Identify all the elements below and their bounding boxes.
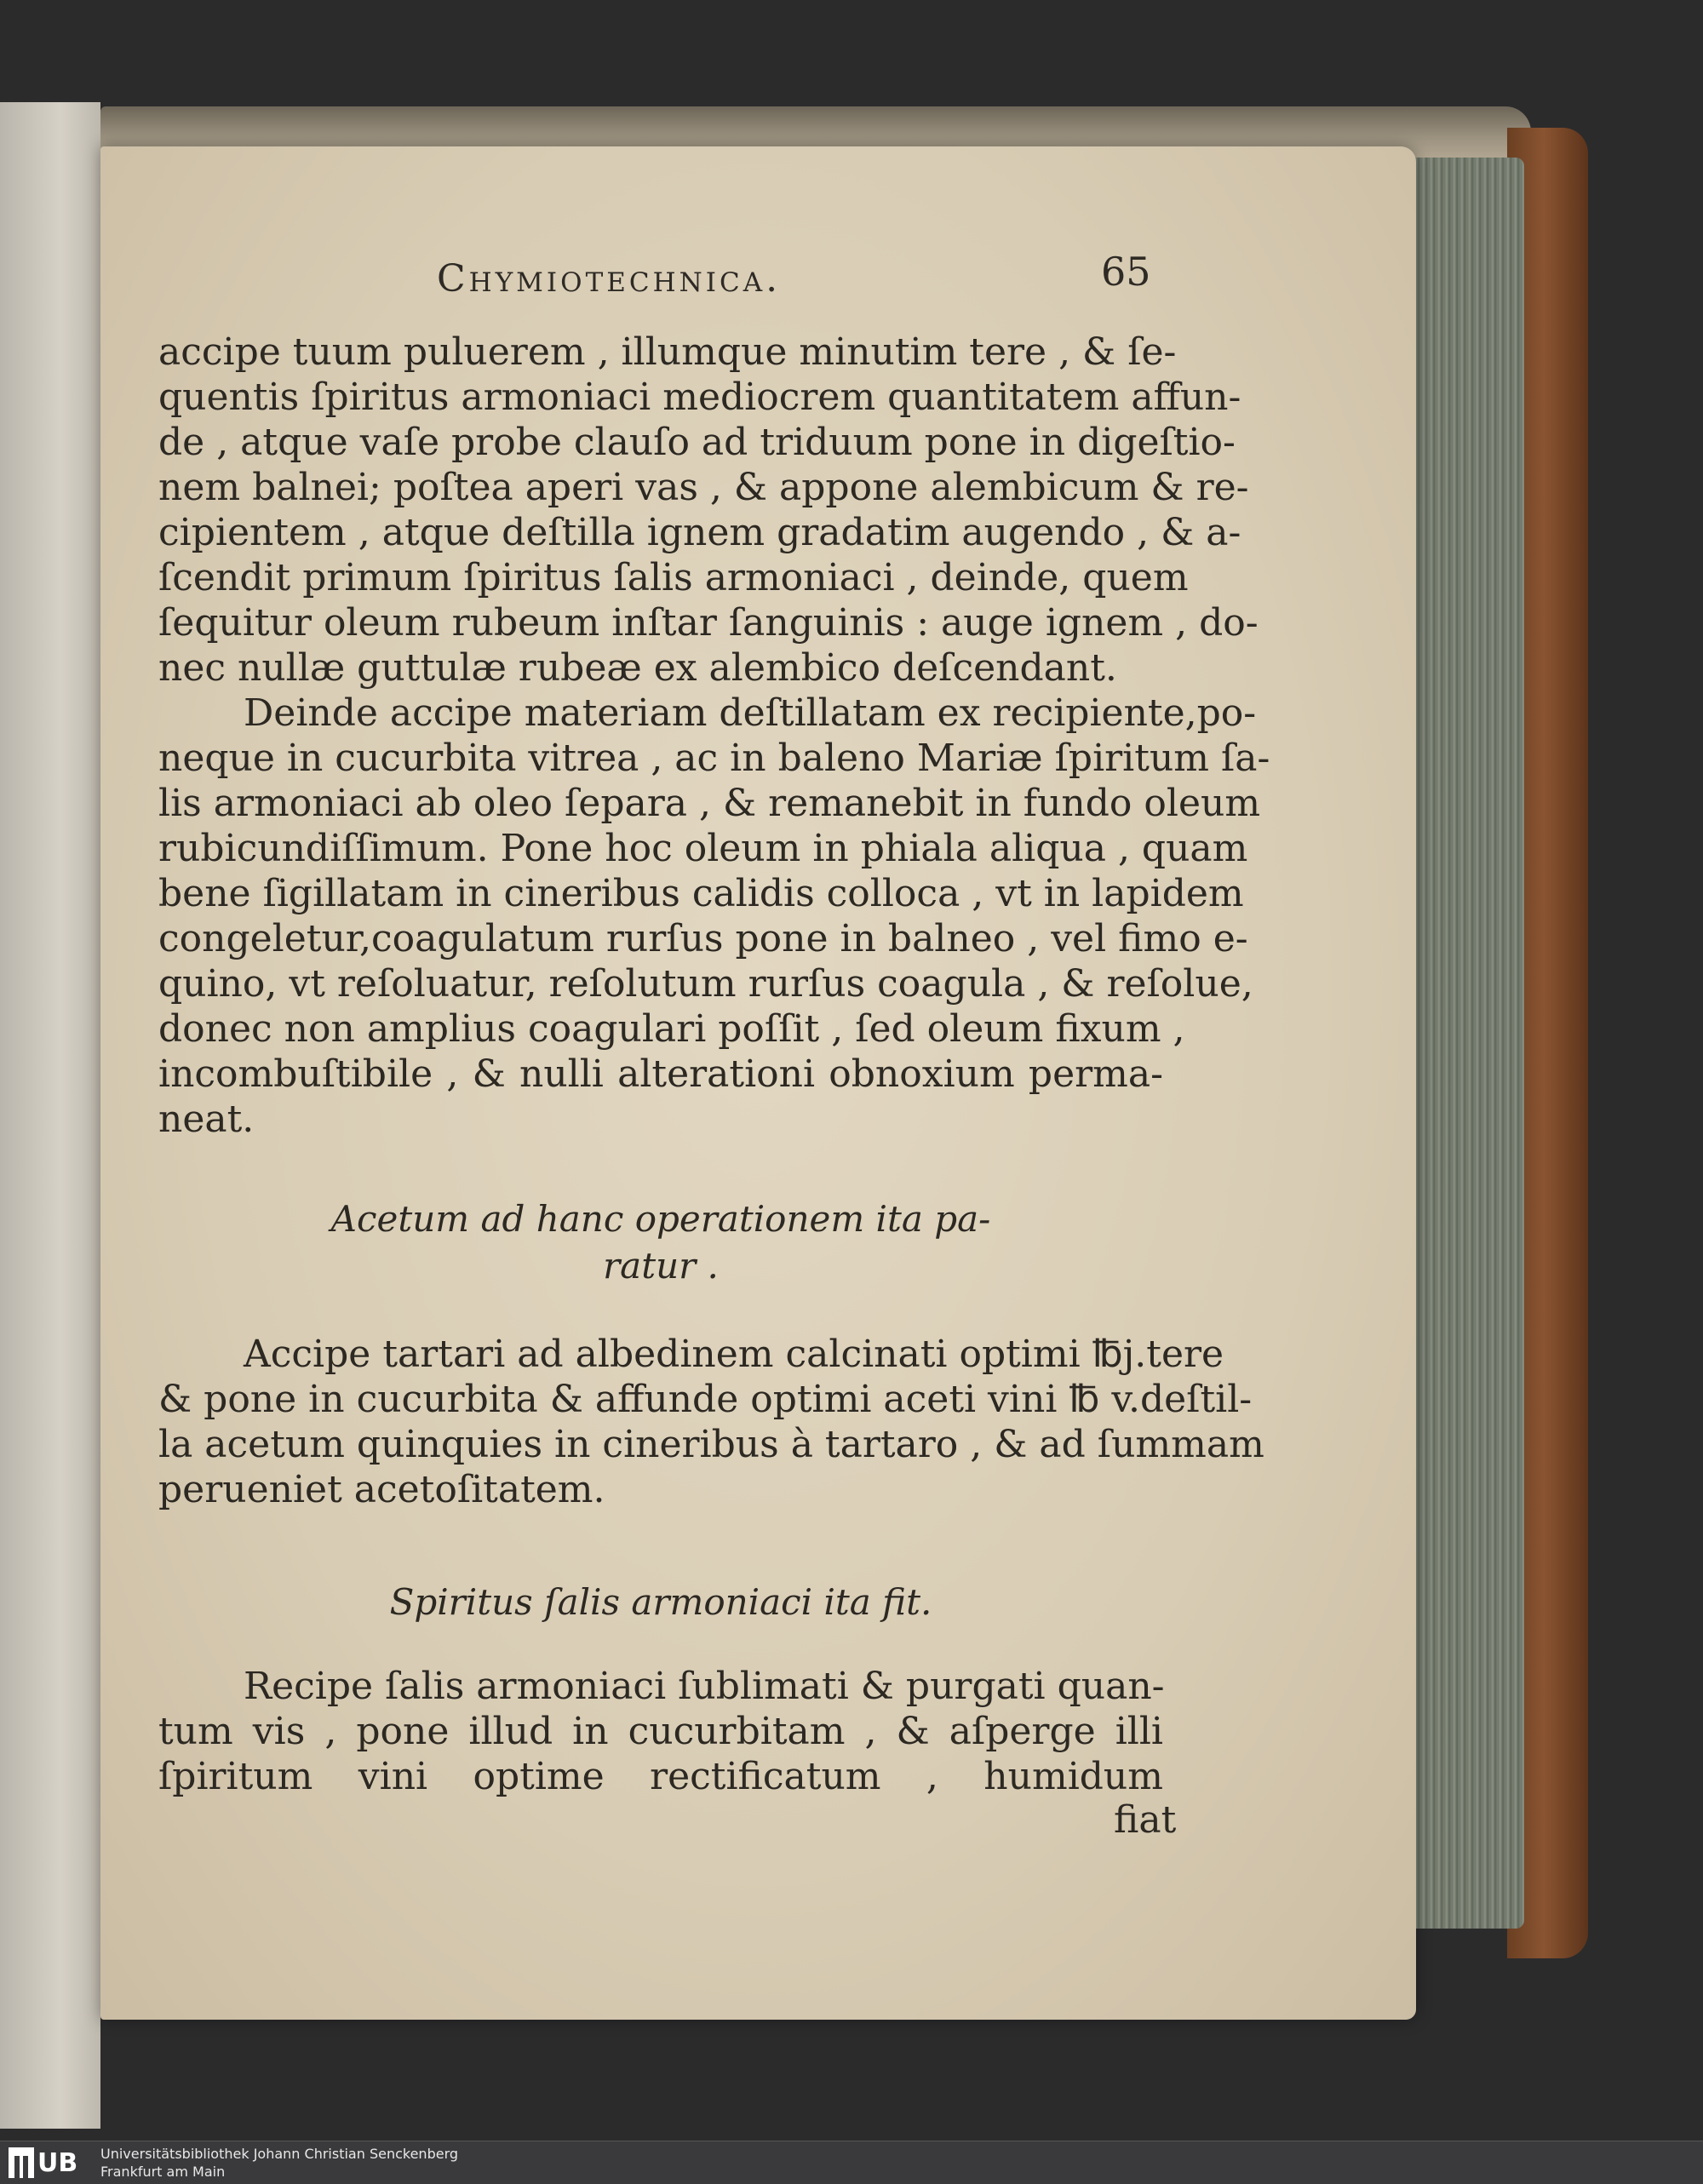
text-line: lis armoniaci ab oleo ſepara , & remanebit in fundo oleum xyxy=(158,782,1261,825)
text-line: bene ſigillatam in cineribus calidis colloca , vt in lapidem xyxy=(158,872,1244,915)
text-line: Accipe tartari ad albedinem calcinati optimi ℔j.tere xyxy=(244,1333,1224,1376)
paragraph-2 xyxy=(158,691,1270,1142)
text-line: congeletur,coagulatum rurſus pone in balneo , vel fimo e- xyxy=(158,917,1248,960)
book-page xyxy=(100,146,1416,2020)
text-line: & pone in cucurbita & affunde optimi aceti vini ℔ v.deſtil- xyxy=(158,1378,1253,1421)
text-line: neat. xyxy=(158,1098,255,1141)
paragraph-4 xyxy=(158,1664,1163,1799)
logo-text: UB xyxy=(37,2147,78,2178)
running-head: Chymiotechnica. xyxy=(437,257,782,301)
text-line: la acetum quinquies in cineribus à tartaro , & ad ſummam xyxy=(158,1423,1264,1466)
text-line: neque in cucurbita vitrea , ac in baleno Mariæ ſpiritum ſa- xyxy=(158,737,1270,780)
paragraph-3 xyxy=(158,1332,1264,1512)
catchword: fiat xyxy=(1114,1798,1177,1842)
text-line: quentis ſpiritus armoniaci mediocrem quantitatem affun- xyxy=(158,375,1241,419)
text-line: ſequitur oleum rubeum inſtar ſanguinis : auge ignem , do- xyxy=(158,601,1259,645)
page-number: 65 xyxy=(1101,249,1151,295)
text-line: Recipe ſalis armoniaci ſublimati & purgati quan- xyxy=(244,1665,1165,1708)
text-line: incombuſtibile , & nulli alterationi obnoxium perma- xyxy=(158,1052,1163,1096)
library-building-icon xyxy=(9,2147,34,2178)
paragraph-1 xyxy=(158,330,1259,691)
text-line: Deinde accipe materiam deſtillatam ex recipiente,po- xyxy=(244,691,1257,735)
text-line: tum vis , pone illud in cucurbitam , & aſperge illi xyxy=(158,1710,1163,1753)
text-line: de , atque vaſe probe clauſo ad triduum pone in digeſtio- xyxy=(158,421,1236,464)
text-line: donec non amplius coagulari poſſit , ſed oleum fixum , xyxy=(158,1007,1185,1051)
text-line: nec nullæ guttulæ rubeæ ex alembico deſcendant. xyxy=(158,646,1117,690)
footer-line-1: Universitätsbibliothek Johann Christian Senckenberg xyxy=(100,2146,459,2162)
section-heading-spiritus: Spiritus ſalis armoniaci ita fit. xyxy=(389,1581,932,1623)
page-block-edge xyxy=(1413,158,1524,1929)
text-line: nem balnei; poſtea aperi vas , & appone alembicum & re- xyxy=(158,466,1249,509)
text-line: ſpiritum vini optime rectificatum , humidum xyxy=(158,1755,1163,1798)
heading-line: Acetum ad hanc operationem ita pa- xyxy=(330,1198,991,1240)
text-line: ſcendit primum ſpiritus ſalis armoniaci , deinde, quem xyxy=(158,556,1189,599)
text-line: rubicundiſſimum. Pone hoc oleum in phiala aliqua , quam xyxy=(158,827,1248,870)
footer-line-2: Frankfurt am Main xyxy=(100,2164,226,2180)
section-heading-acetum xyxy=(158,1198,1163,1287)
footer-bar xyxy=(0,2141,1703,2184)
library-logo xyxy=(9,2147,94,2179)
text-line: accipe tuum puluerem , illumque minutim tere , & ſe- xyxy=(158,330,1177,374)
text-line: cipientem , atque deſtilla ignem gradatim augendo , & a- xyxy=(158,511,1241,554)
text-line: perueniet acetoſitatem. xyxy=(158,1468,605,1511)
text-line: quino, vt reſoluatur, reſolutum rurſus coagula , & reſolue, xyxy=(158,962,1253,1006)
facing-page-edge xyxy=(0,102,100,2129)
footer-credit xyxy=(100,2145,458,2181)
heading-line: ratur . xyxy=(603,1245,719,1287)
